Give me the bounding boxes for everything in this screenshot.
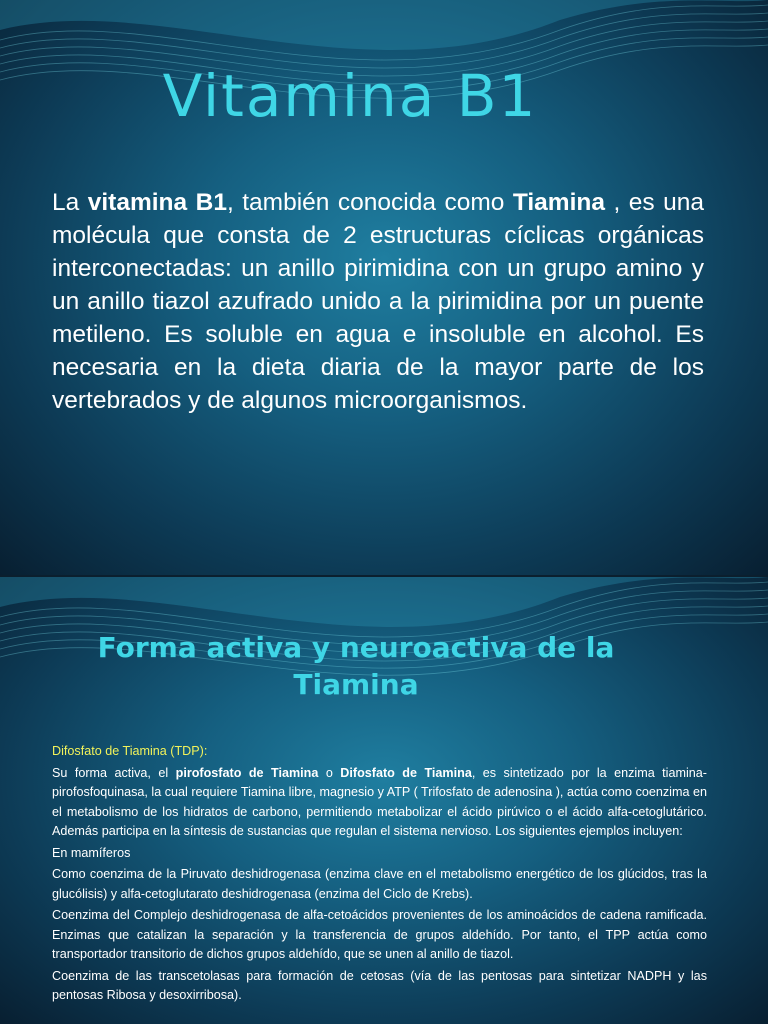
intro-paragraph: La vitamina B1, también conocida como Tiamina , es una molécula que consta de 2 estructuras cíclicas orgánicas interconectadas: un anillo pirimidina con un grupo amino y un anillo tiazol azufrado unido a la pirimidina por un puente metileno. Es soluble en agua e insoluble en alcohol. Es necesaria en la dieta diaria de la mayor parte de los vertebrados y de algunos microorganismos. xyxy=(52,189,704,414)
section-subtitle: Difosfato de Tiamina (TDP): xyxy=(52,744,208,758)
paragraph: Coenzima del Complejo deshidrogenasa de alfa-cetoácidos provenientes de los aminoácidos de cadena ramificada. Enzimas que catalizan la separación y la transferencia de grupos aldehído. Por tanto, el TPP actúa como transportador transitorio de dichos grupos aldehído, que se unen al anillo de tiazol. xyxy=(52,908,707,961)
paragraph: Coenzima de las transcetolasas para formación de cetosas (vía de las pentosas para sintetizar NADPH y las pentosas Ribosa y desoxirribosa). xyxy=(52,968,707,1002)
paragraph: Su forma activa, el pirofosfato de Tiamina o Difosfato de Tiamina, es sintetizado por la enzima tiamina-pirofosfoquinasa, la cual requiere Tiamina libre, magnesio y ATP ( Trifosfato de adenosina ), actúa como coenzima en el metabolismo de los hidratos de carbono, permitiendo metabolizar el ácido pirúvico o el ácido alfa-cetoglutárico. Además participa en la síntesis de sustancias que regulan el sistema nervioso. Los siguientes ejemplos incluyen: xyxy=(52,765,707,838)
slide-title: Vitamina B1 xyxy=(162,62,538,130)
slide-title: Forma activa y neuroactiva de la Tiamina xyxy=(97,631,615,701)
slide-2 xyxy=(0,577,768,1024)
paragraph: Como coenzima de la Piruvato deshidrogenasa (enzima clave en el metabolismo energético de los glúcidos, tras la glucólisis) y alfa-cetoglutarato deshidrogenasa (enzima del Ciclo de Krebs). xyxy=(52,867,707,901)
content-text xyxy=(52,742,707,1008)
paragraph: En mamíferos xyxy=(52,845,131,860)
